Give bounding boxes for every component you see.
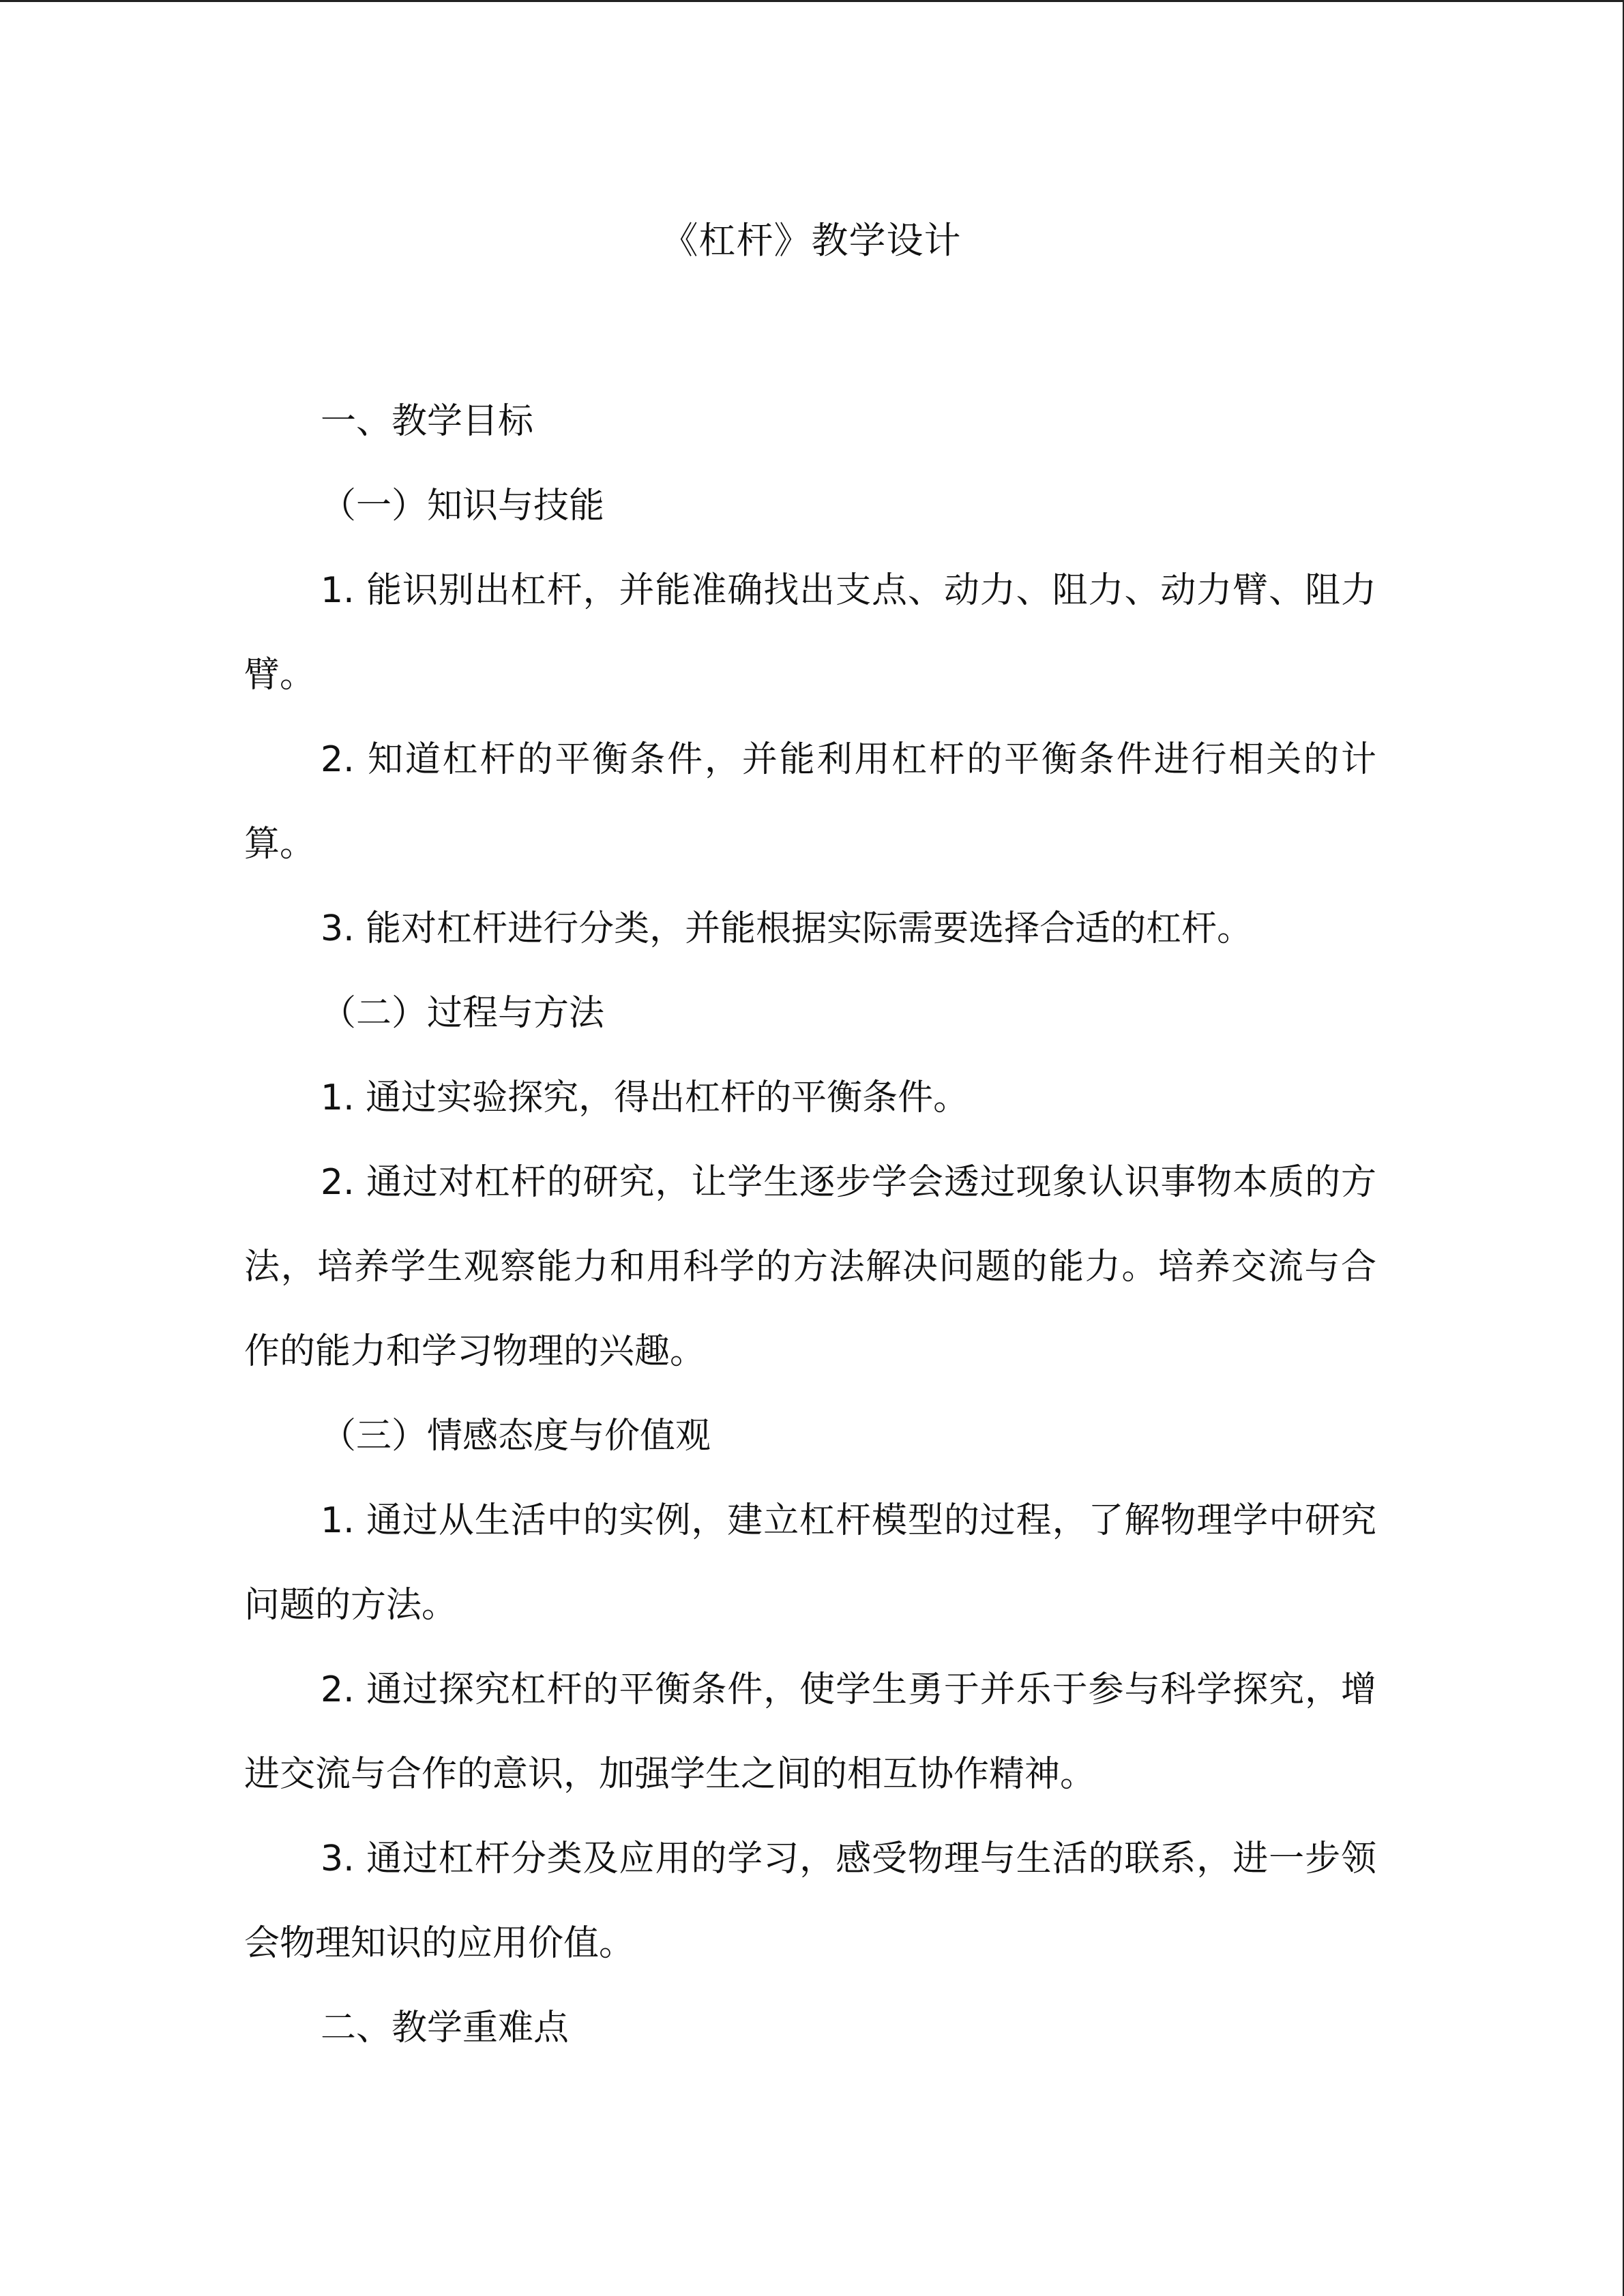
subsection-heading-knowledge-skills: （一）知识与技能 [321,486,605,526]
paragraph-item: 1. 能识别出杠杆，并能准确找出支点、动力、阻力、动力臂、阻力臂。 [244,570,1376,696]
subsection-heading-process-methods: （二）过程与方法 [321,993,605,1034]
paragraph-item: 2. 通过探究杠杆的平衡条件，使学生勇于并乐于参与科学探究，增进交流与合作的意识，加强学生之间的相互协作精神。 [244,1669,1376,1795]
section-heading-teaching-goals: 一、教学目标 [321,401,534,442]
paragraph-item: 1. 通过实验探究，得出杠杆的平衡条件。 [321,1077,969,1118]
paragraph-item: 2. 通过对杠杆的研究，让学生逐步学会透过现象认识事物本质的方法，培养学生观察能力和用科学的方法解决问题的能力。培养交流与合作的能力和学习物理的兴趣。 [244,1162,1376,1372]
paragraph-item: 3. 通过杠杆分类及应用的学习，感受物理与生活的联系，进一步领会物理知识的应用价值。 [244,1838,1376,1964]
paragraph-item: 3. 能对杠杆进行分类，并能根据实际需要选择合适的杠杆。 [321,908,1253,949]
paragraph-item: 2. 知道杠杆的平衡条件，并能利用杠杆的平衡条件进行相关的计算。 [244,739,1376,865]
paragraph-item: 1. 通过从生活中的实例，建立杠杆模型的过程，了解物理学中研究问题的方法。 [244,1500,1376,1626]
subsection-heading-emotions-values: （三）情感态度与价值观 [321,1416,711,1457]
document-title: 《杠杆》教学设计 [661,219,962,262]
section-heading-key-difficulties: 二、教学重难点 [321,2008,570,2048]
document-body [244,379,1376,2070]
